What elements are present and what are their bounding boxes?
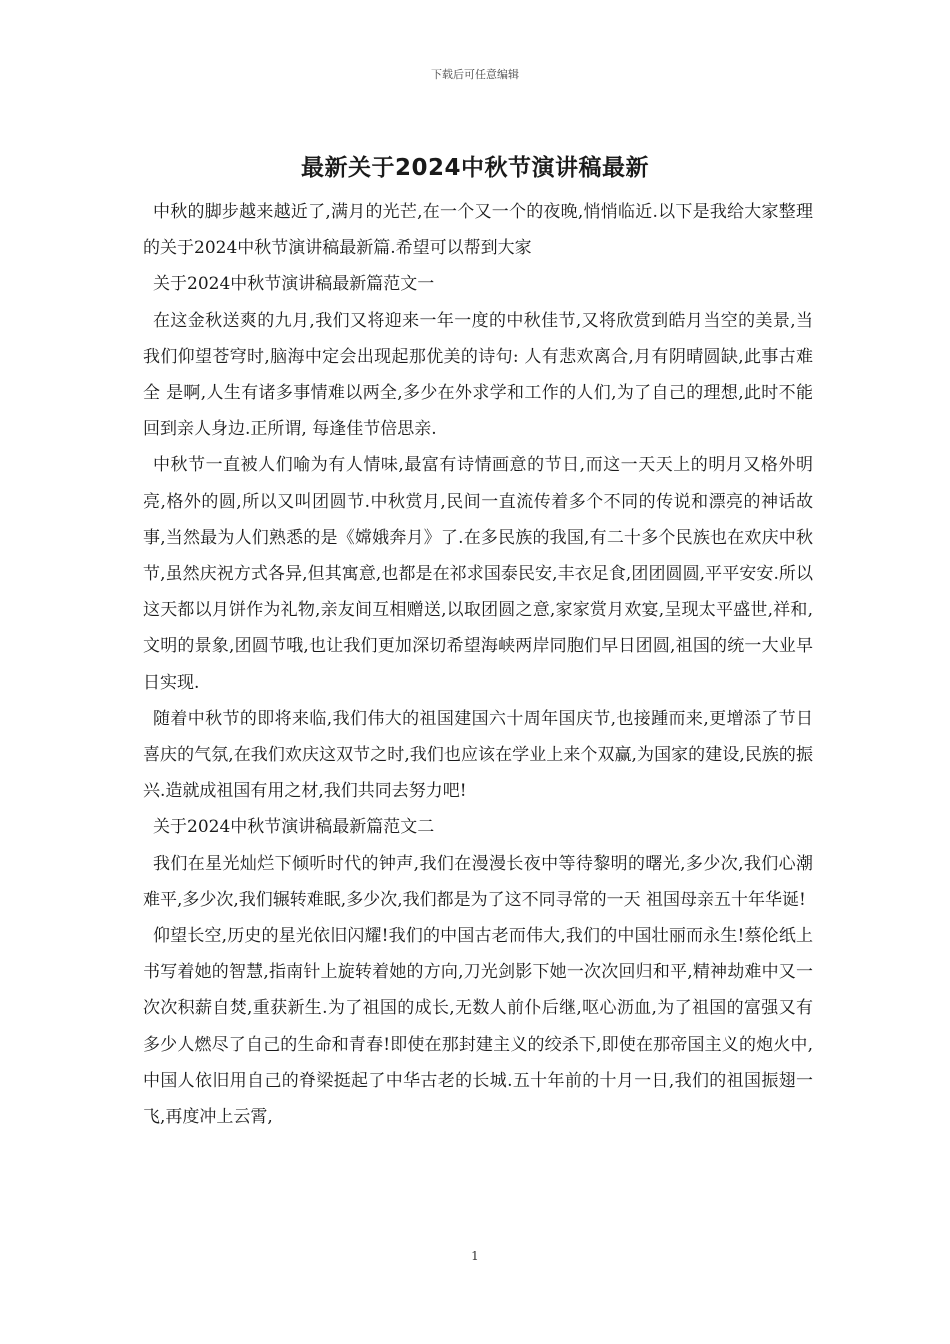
section-heading-sample-2: 关于2024中秋节演讲稿最新篇范文二 (153, 817, 435, 838)
page-title: 最新关于2024中秋节演讲稿最新 (300, 155, 649, 181)
paragraph-intro: 中秋的脚步越来越近了,满月的光芒,在一个又一个的夜晚,悄悄临近.以下是我给大家整理的关于2024中秋节演讲稿最新篇.希望可以帮到大家 (143, 202, 813, 259)
paragraph: 在这金秋送爽的九月,我们又将迎来一年一度的中秋佳节,又将欣赏到皓月当空的美景,当我们仰望苍穹时,脑海中定会出现起那优美的诗句: 人有悲欢离合,月有阴晴圆缺,此事古难全 是啊,人生有诸多事情难以两全,多少在外求学和工作的人们,为了自己的理想,此时不能回到亲人身边.正所谓, 每逢佳节倍思亲. (143, 310, 813, 440)
section-heading-sample-1: 关于2024中秋节演讲稿最新篇范文一 (153, 274, 435, 295)
paragraph: 我们在星光灿烂下倾听时代的钟声,我们在漫漫长夜中等待黎明的曙光,多少次,我们心潮难平,多少次,我们辗转难眠,多少次,我们都是为了这不同寻常的一天 祖国母亲五十年华诞! (143, 853, 813, 910)
paragraph: 中秋节一直被人们喻为有人情味,最富有诗情画意的节日,而这一天天上的明月又格外明亮,格外的圆,所以又叫团圆节.中秋赏月,民间一直流传着多个不同的传说和漂亮的神话故事,当然最为人们熟悉的是《嫦娥奔月》了.在多民族的我国,有二十多个民族也在欢庆中秋节,虽然庆祝方式各异,但其寓意,也都是在祁求国泰民安,丰衣足食,团团圆圆,平平安安.所以这天都以月饼作为礼物,亲友间互相赠送,以取团圆之意,家家赏月欢宴,呈现太平盛世,祥和,文明的景象,团圆节哦,也让我们更加深切希望海峡两岸同胞们早日团圆,祖国的统一大业早日实现. (143, 455, 813, 693)
paragraph: 随着中秋节的即将来临,我们伟大的祖国建国六十周年国庆节,也接踵而来,更增添了节日喜庆的气氛,在我们欢庆这双节之时,我们也应该在学业上来个双赢,为国家的建设,民族的振兴.造就成祖国有用之材,我们共同去努力吧! (143, 708, 813, 802)
document-body (143, 194, 813, 1135)
page-number: 1 (471, 1249, 479, 1263)
header-note: 下载后可任意编辑 (431, 68, 519, 81)
paragraph: 仰望长空,历史的星光依旧闪耀!我们的中国古老而伟大,我们的中国壮丽而永生!蔡伦纸上书写着她的智慧,指南针上旋转着她的方向,刀光剑影下她一次次回归和平,精神劫难中又一次次积薪自焚,重获新生.为了祖国的成长,无数人前仆后继,呕心沥血,为了祖国的富强又有多少人燃尽了自己的生命和青春!即使在那封建主义的绞杀下,即使在那帝国主义的炮火中,中国人依旧用自己的脊梁挺起了中华古老的长城.五十年前的十月一日,我们的祖国振翅一飞,再度冲上云霄, (143, 926, 813, 1128)
